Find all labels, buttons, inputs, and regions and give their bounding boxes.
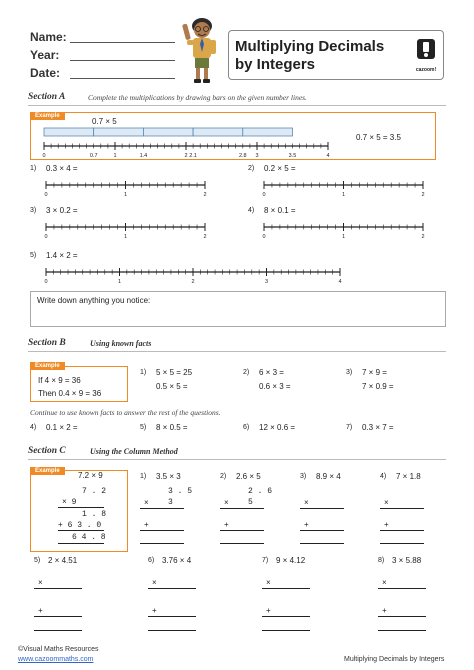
column-q3-answer-line-1[interactable]: [300, 508, 344, 509]
rest-6-number: 6): [243, 424, 250, 431]
column-q2-answer-line-1[interactable]: [220, 508, 264, 509]
section-a-q3-number-line[interactable]: [38, 219, 213, 241]
column-q4-question: 7 × 1.8: [396, 472, 421, 481]
section-a-q4-number-line[interactable]: [256, 219, 431, 241]
section-c-subtitle: Using the Column Method: [90, 447, 178, 456]
footer-title: Multiplying Decimals by Integers: [344, 656, 445, 663]
column-q6-plus: +: [152, 606, 157, 615]
column-q7-plus: +: [266, 606, 271, 615]
column-q2-answer-line-3[interactable]: [220, 543, 264, 544]
number-line-label: 2: [203, 234, 207, 240]
section-b-subtitle: Using known facts: [90, 339, 152, 348]
number-line-label: 2: [421, 234, 425, 240]
column-q8-plus: +: [382, 606, 387, 615]
section-c-example-question: 7.2 × 9: [78, 471, 103, 480]
column-q2-times: ×: [224, 498, 229, 507]
column-q4-plus: +: [384, 520, 389, 529]
column-q6-answer-line-2[interactable]: [148, 616, 196, 617]
section-a-q1-number-line[interactable]: [38, 177, 213, 199]
column-q2-question: 2.6 × 5: [236, 472, 261, 481]
number-line-label: 2.1: [189, 153, 197, 158]
column-q2-number: 2): [220, 473, 227, 480]
section-c-example-tag: Example: [30, 467, 65, 475]
column-q8-times: ×: [382, 578, 387, 587]
number-line-label: 2: [191, 279, 195, 285]
column-q7-answer-line-1[interactable]: [262, 588, 310, 589]
fact-1-number: 1): [140, 369, 147, 376]
column-q1-times: ×: [144, 498, 149, 507]
column-q6-answer-line-1[interactable]: [148, 588, 196, 589]
column-q1-answer-line-3[interactable]: [140, 543, 184, 544]
name-field[interactable]: [70, 42, 175, 43]
number-line-label: 3.5: [288, 153, 297, 158]
cazoom-logo-icon: [415, 38, 437, 64]
example-bar: [243, 128, 293, 136]
example-line-2: [58, 530, 104, 531]
number-line-label: 2: [421, 192, 425, 198]
section-b-instruction: Continue to use known facts to answer the rest of the questions.: [30, 408, 221, 417]
example-row-partial1: 1 . 8: [82, 510, 107, 519]
column-q6-number: 6): [148, 557, 155, 564]
rest-4-question: 0.1 × 2 =: [46, 423, 78, 432]
column-q2-mult: 5: [248, 498, 253, 507]
example-row-mult: × 9: [62, 498, 77, 507]
number-line-label: 0: [262, 234, 266, 240]
number-line-label: 0.7: [89, 153, 98, 158]
rest-5-number: 5): [140, 424, 147, 431]
column-q1-question: 3.5 × 3: [156, 472, 181, 481]
section-a-example-answer: 0.7 × 5 = 3.5: [356, 133, 401, 142]
logo-text: cazoom!: [415, 67, 437, 73]
rest-5-question: 8 × 0.5 =: [156, 423, 188, 432]
column-q3-answer-line-2[interactable]: [300, 530, 344, 531]
number-line-label: 0: [44, 192, 48, 198]
column-q3-number: 3): [300, 473, 307, 480]
column-q6-answer-line-3[interactable]: [148, 630, 196, 631]
number-line-label: 3: [264, 279, 269, 285]
number-line-label: 1: [113, 153, 117, 158]
example-bar: [193, 128, 243, 136]
example-row-answer: 6 4 . 8: [72, 533, 106, 542]
column-q4-number: 4): [380, 473, 387, 480]
column-q7-question: 9 × 4.12: [276, 556, 306, 565]
section-c-title: Section C: [28, 446, 66, 456]
section-c-divider: [28, 459, 446, 460]
column-q4-answer-line-1[interactable]: [380, 508, 424, 509]
number-line-label: 0: [44, 279, 48, 285]
column-q5-answer-line-3[interactable]: [34, 630, 82, 631]
column-q2-answer-line-2[interactable]: [220, 530, 264, 531]
number-line-label: 3: [255, 153, 259, 158]
column-q8-question: 3 × 5.88: [392, 556, 422, 565]
number-line-label: 1: [341, 192, 346, 198]
fact-1-line2: 0.5 × 5 =: [156, 382, 188, 391]
number-line-label: 1.4: [139, 153, 148, 158]
fact-2-line2: 0.6 × 3 =: [259, 382, 291, 391]
column-q7-answer-line-3[interactable]: [262, 630, 310, 631]
section-b-divider: [28, 351, 446, 352]
column-q4-answer-line-2[interactable]: [380, 530, 424, 531]
column-q1-mult: 3: [168, 498, 173, 507]
column-q5-answer-line-1[interactable]: [34, 588, 82, 589]
number-line-label: 4: [338, 279, 342, 285]
fact-3-line2: 7 × 0.9 =: [362, 382, 394, 391]
number-line-label: 2.8: [238, 153, 247, 158]
number-line-label: 0: [42, 153, 46, 158]
column-q1-answer-line-2[interactable]: [140, 530, 184, 531]
column-q7-number: 7): [262, 557, 269, 564]
number-line-label: 1: [341, 234, 346, 240]
example-line-3: [58, 543, 104, 544]
column-q2-plus: +: [224, 520, 229, 529]
section-a-q3-question: 3 × 0.2 =: [46, 206, 78, 215]
year-label: Year:: [30, 48, 60, 62]
fact-1-line1: 5 × 5 = 25: [156, 368, 193, 377]
fact-2-line1: 6 × 3 =: [259, 368, 284, 377]
example-bar: [143, 128, 193, 136]
column-q5-number: 5): [34, 557, 41, 564]
section-b-example-tag: Example: [30, 362, 65, 370]
section-a-q4-number: 4): [248, 207, 255, 214]
section-a-example-question: 0.7 × 5: [92, 117, 117, 126]
number-line-label: 4: [326, 153, 330, 158]
number-line-label: 1: [117, 279, 122, 285]
column-q6-times: ×: [152, 578, 157, 587]
page-title-line2: by Integers: [235, 56, 316, 73]
section-a-q4-question: 8 × 0.1 =: [264, 206, 296, 215]
section-b-title: Section B: [28, 338, 66, 348]
number-line-label: 0: [44, 234, 48, 240]
column-q8-number: 8): [378, 557, 385, 564]
column-q5-times: ×: [38, 578, 43, 587]
section-a-q1-number: 1): [30, 165, 37, 172]
example-bar: [94, 128, 144, 136]
number-line-label: 2: [184, 153, 188, 158]
column-q7-times: ×: [266, 578, 271, 587]
column-q8-answer-line-3[interactable]: [378, 630, 426, 631]
column-q3-times: ×: [304, 498, 309, 507]
student-mascot-icon: [178, 14, 226, 86]
section-a-example-tag: Example: [30, 112, 65, 120]
fact-3-line1: 7 × 9 =: [362, 368, 387, 377]
example-row-top: 7 . 2: [82, 487, 107, 496]
column-q6-question: 3.76 × 4: [162, 556, 192, 565]
page-title-line1: Multiplying Decimals: [235, 38, 385, 55]
section-a-q2-number-line[interactable]: [256, 177, 431, 199]
date-label: Date:: [30, 66, 61, 80]
date-field[interactable]: [70, 78, 175, 79]
notice-box[interactable]: [30, 291, 446, 327]
column-q3-answer-line-3[interactable]: [300, 543, 344, 544]
column-q1-plus: +: [144, 520, 149, 529]
rest-6-question: 12 × 0.6 =: [259, 423, 296, 432]
number-line-label: 1: [123, 192, 128, 198]
footer-link[interactable]: www.cazoommaths.com: [18, 656, 94, 663]
rest-7-number: 7): [346, 424, 353, 431]
section-a-q5-number-line[interactable]: [38, 264, 348, 286]
column-q4-times: ×: [384, 498, 389, 507]
notice-label: Write down anything you notice:: [37, 296, 151, 305]
column-q2-top: 2 . 6: [248, 487, 273, 496]
year-field[interactable]: [70, 60, 175, 61]
section-a-q2-number: 2): [248, 165, 255, 172]
title-box: [228, 30, 444, 80]
cazoom-logo: [415, 38, 437, 72]
name-label: Name:: [30, 30, 67, 44]
section-a-divider: [28, 105, 446, 106]
column-q1-answer-line-1[interactable]: [140, 508, 184, 509]
example-line-1: [58, 507, 104, 508]
footer-copyright: ©Visual Maths Resources: [18, 646, 99, 653]
column-q8-answer-line-1[interactable]: [378, 588, 426, 589]
section-a-title: Section A: [28, 92, 66, 102]
section-a-q5-question: 1.4 × 2 =: [46, 251, 78, 260]
column-q8-answer-line-2[interactable]: [378, 616, 426, 617]
fact-3-number: 3): [346, 369, 353, 376]
column-q1-top: 3 . 5: [168, 487, 193, 496]
number-line-label: 2: [203, 192, 207, 198]
section-a-example-number-line: [36, 126, 336, 158]
column-q3-question: 8.9 × 4: [316, 472, 341, 481]
column-q4-answer-line-3[interactable]: [380, 543, 424, 544]
column-q7-answer-line-2[interactable]: [262, 616, 310, 617]
section-a-q5-number: 5): [30, 252, 37, 259]
section-b-example-line1: If 4 × 9 = 36: [38, 376, 81, 385]
column-q3-plus: +: [304, 520, 309, 529]
section-b-example-line2: Then 0.4 × 9 = 36: [38, 389, 102, 398]
column-q1-number: 1): [140, 473, 147, 480]
rest-4-number: 4): [30, 424, 37, 431]
section-a-instruction: Complete the multiplications by drawing bars on the given number lines.: [88, 93, 307, 102]
fact-2-number: 2): [243, 369, 250, 376]
column-q5-plus: +: [38, 606, 43, 615]
number-line-label: 1: [123, 234, 128, 240]
example-bar: [44, 128, 94, 136]
column-q5-answer-line-2[interactable]: [34, 616, 82, 617]
number-line-label: 0: [262, 192, 266, 198]
section-a-q1-question: 0.3 × 4 =: [46, 164, 78, 173]
column-q5-question: 2 × 4.51: [48, 556, 78, 565]
example-row-partial2: + 6 3 . 0: [58, 521, 102, 530]
section-a-q3-number: 3): [30, 207, 37, 214]
section-a-q2-question: 0.2 × 5 =: [264, 164, 296, 173]
rest-7-question: 0.3 × 7 =: [362, 423, 394, 432]
